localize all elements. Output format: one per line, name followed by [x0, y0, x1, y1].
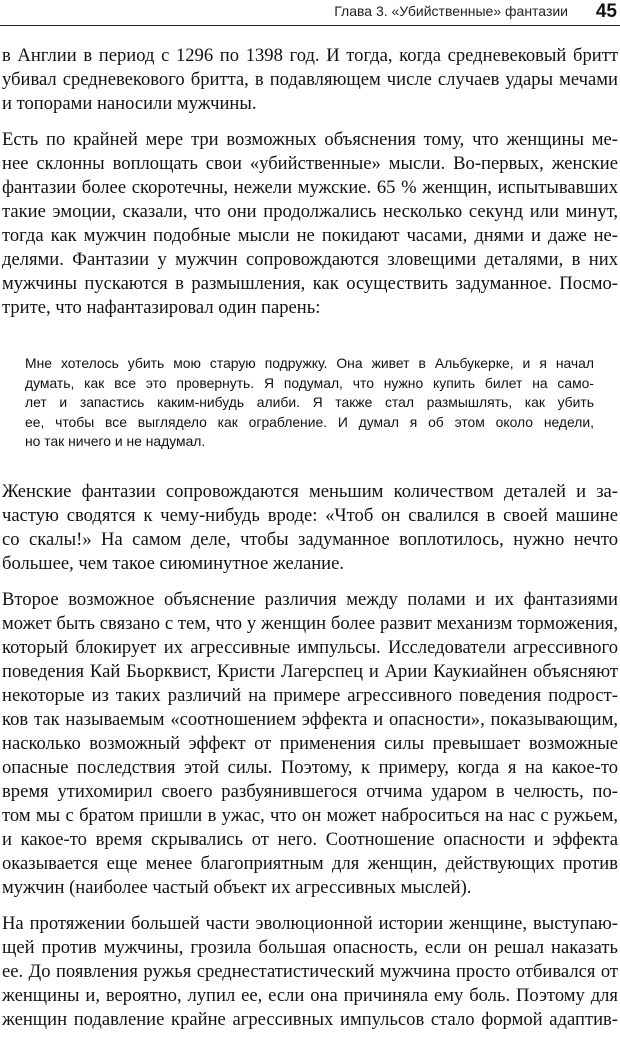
text-line: На протяжении большей части эволюционной истории женщине, выступаю- — [2, 912, 618, 934]
paragraph-3 — [0, 480, 620, 576]
text-line: женщины и, вероятно, лупил ее, если она причиняла ему боль. Поэтому для — [2, 984, 618, 1006]
text-line: частую сводятся к чему-нибудь вроде: «Чтоб он свалился в своей машине — [2, 504, 618, 526]
quote-line: Мне хотелось убить мою старую подружку. Она живет в Альбукерке, и я начал — [25, 355, 594, 371]
paragraph-4 — [0, 588, 620, 900]
page-number: 45 — [595, 1, 617, 22]
text-line: поведения Кай Бьорквист, Кристи Лагерспец и Арии Каукиайнен объясняют — [2, 660, 618, 682]
text-line: трите, что нафантазировал один парень: — [2, 297, 321, 318]
text-line: некоторые из таких различий на примере агрессивного поведения подрост- — [2, 684, 618, 706]
text-line: и какое-то время скрывались от него. Соотношение опасности и эффекта — [2, 828, 618, 850]
text-line: Есть по крайней мере три возможных объяснения тому, что женщины ме- — [2, 129, 618, 150]
quote-line: лет и запастись каким-нибудь алиби. Я также стал размышлять, как убить — [25, 394, 594, 410]
text-line: такие эмоции, сказали, что они продолжались несколько секунд или минут, — [2, 201, 618, 222]
block-quote — [0, 354, 620, 452]
text-line: том мы с братом пришли в ужас, что он может наброситься на нас с ружьем, — [2, 804, 618, 826]
chapter-title: Глава 3. «Убийственные» фантазии — [334, 3, 568, 19]
text-line: фантазии более скоротечны, нежели мужские. 65 % женщин, испытывавших — [2, 177, 618, 198]
text-line: опасные последствия этой силы. Поэтому, к примеру, когда я на какое-то — [2, 756, 618, 778]
text-line: оказывается еще менее благоприятным для женщин, действующих против — [2, 852, 618, 874]
quote-line: но так ничего и не надумал. — [25, 433, 206, 449]
paragraph-1 — [0, 44, 620, 116]
text-line: в Англии в период с 1296 по 1398 год. И тогда, когда средневековый бритт — [2, 45, 618, 66]
text-line: мужчин (наиболее частый объект их агрессивных мыслей). — [2, 876, 472, 898]
text-line: со скалы!» На самом деле, чтобы задуманное воплотилось, нужно нечто — [2, 528, 618, 550]
text-line: щей против мужчины, грозила большая опасность, если он решал наказать — [2, 936, 618, 958]
text-line: убивал средневекового бритта, в подавляющем числе случаев удары мечами — [2, 69, 618, 90]
text-line: Второе возможное объяснение различия между полами и их фантазиями — [2, 588, 618, 610]
text-line: насколько возможный эффект от применения силы превышает возможные — [2, 732, 618, 754]
running-header — [0, 0, 620, 26]
text-line: большее, чем такое сиюминутное желание. — [2, 552, 345, 574]
text-line: и топорами наносили мужчины. — [2, 93, 257, 114]
text-line: может быть связано с тем, что у женщин более развит механизм торможения, — [2, 612, 618, 634]
page-body — [0, 44, 620, 1044]
text-line: Женские фантазии сопровождаются меньшим количеством деталей и за- — [2, 480, 618, 502]
text-line: ее. До появления ружья среднестатистический мужчина просто отбивался от — [2, 960, 618, 982]
text-line: ков так называемым «соотношением эффекта и опасности», показывающим, — [2, 708, 618, 730]
text-line: нее склонны воплощать свои «убийственные» мысли. Во-первых, женские — [2, 153, 618, 174]
text-line: мужчины пускаются в размышления, как осуществить задуманное. Посмо- — [2, 273, 618, 294]
paragraph-5 — [0, 912, 620, 1032]
quote-line: ее, чтобы все выглядело как ограбление. И думал я об этом около недели, — [25, 413, 594, 430]
text-line: который блокирует их агрессивные импульсы. Исследователи агрессивного — [2, 636, 618, 658]
paragraph-2 — [0, 128, 620, 320]
text-line: женщин подавление крайне агрессивных импульсов стало формой адаптив- — [2, 1008, 618, 1030]
text-line: время утихомирил своего разбуянившегося отчима ударом в челюсть, по- — [2, 780, 618, 802]
text-line: тогда как мужчин подобные мысли не покидают часами, днями и даже не- — [2, 225, 618, 246]
quote-line: думать, как все это провернуть. Я подумал, что нужно купить билет на само- — [25, 374, 594, 391]
text-line: делями. Фантазии у мужчин сопровождаются зловещими деталями, в них — [2, 249, 618, 270]
